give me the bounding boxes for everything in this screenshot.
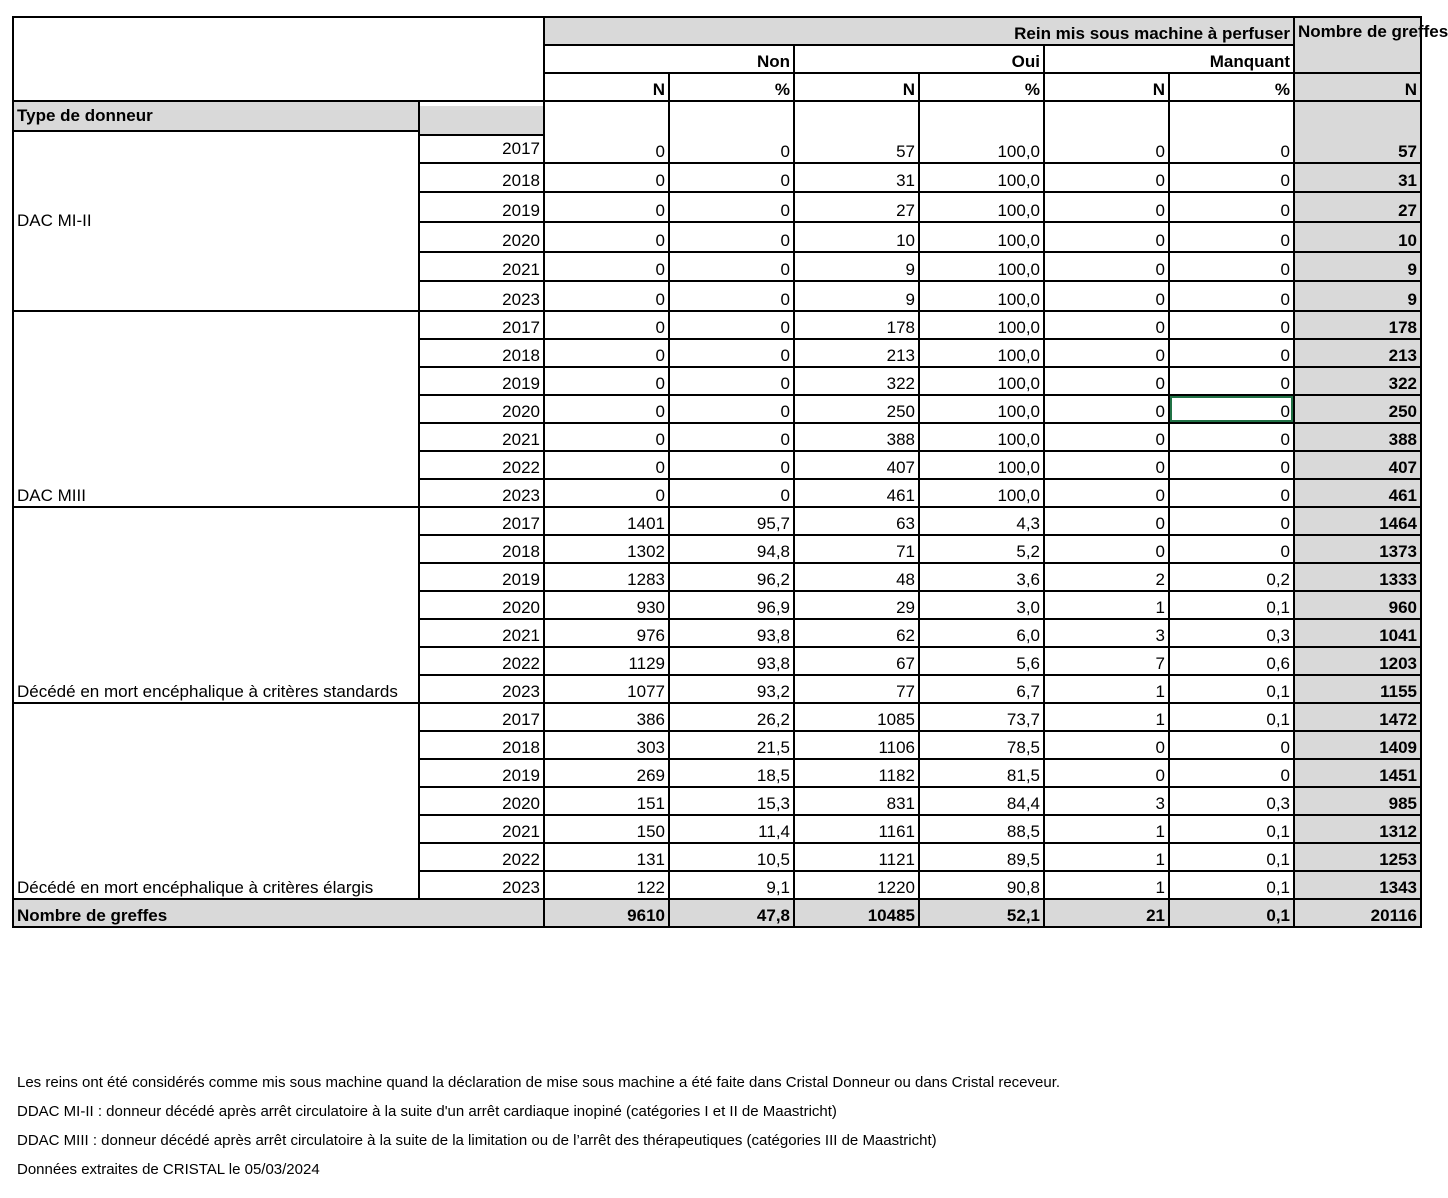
oui-pct-cell: 100,0 — [919, 281, 1044, 311]
oui-pct-cell: 73,7 — [919, 703, 1044, 731]
man-pct-cell: 0 — [1169, 163, 1294, 193]
year-cell: 2022 — [419, 451, 544, 479]
oui-n-cell: 9 — [794, 281, 919, 311]
oui-pct-cell: 100,0 — [919, 339, 1044, 367]
total-cell: 985 — [1294, 787, 1421, 815]
oui-pct-cell: 4,3 — [919, 507, 1044, 535]
total-cell: 1041 — [1294, 619, 1421, 647]
non-pct-cell: 0 — [669, 479, 794, 507]
non-n-cell: 0 — [544, 339, 669, 367]
year-cell: 2020 — [419, 222, 544, 252]
total-cell: 1343 — [1294, 871, 1421, 899]
non-n-cell: 269 — [544, 759, 669, 787]
total-row — [13, 899, 1421, 927]
year-cell: 2021 — [419, 252, 544, 282]
man-pct-cell: 0 — [1169, 222, 1294, 252]
oui-n-cell: 322 — [794, 367, 919, 395]
footnote-data-source: Données extraites de CRISTAL le 05/03/2024 — [17, 1161, 320, 1178]
manquant-n-header: N — [1044, 73, 1169, 101]
donor-group-label: Décédé en mort encéphalique à critères standards — [13, 507, 419, 703]
non-pct-cell: 0 — [669, 101, 794, 163]
oui-pct-cell: 100,0 — [919, 252, 1044, 282]
total-man-pct-cell: 0,1 — [1169, 899, 1294, 927]
man-pct-cell: 0,1 — [1169, 815, 1294, 843]
oui-pct-cell: 88,5 — [919, 815, 1044, 843]
year-cell: 2022 — [419, 647, 544, 675]
man-pct-cell: 0,3 — [1169, 619, 1294, 647]
non-pct-cell: 21,5 — [669, 731, 794, 759]
total-non-pct-cell: 47,8 — [669, 899, 794, 927]
non-pct-cell: 0 — [669, 192, 794, 222]
non-pct-cell: 0 — [669, 311, 794, 339]
man-n-cell: 1 — [1044, 591, 1169, 619]
man-n-cell: 0 — [1044, 423, 1169, 451]
year-cell: 2020 — [419, 591, 544, 619]
non-subheader: Non — [544, 45, 794, 73]
total-cell: 407 — [1294, 451, 1421, 479]
machine-group-header: Rein mis sous machine à perfuser — [544, 17, 1294, 45]
non-pct-header: % — [669, 73, 794, 101]
year-cell: 2023 — [419, 479, 544, 507]
man-pct-cell: 0,1 — [1169, 675, 1294, 703]
non-n-cell: 0 — [544, 451, 669, 479]
oui-n-cell: 31 — [794, 163, 919, 193]
man-n-cell: 7 — [1044, 647, 1169, 675]
non-n-cell: 0 — [544, 252, 669, 282]
oui-pct-cell: 100,0 — [919, 451, 1044, 479]
oui-n-cell: 178 — [794, 311, 919, 339]
total-cell: 1155 — [1294, 675, 1421, 703]
total-man-n-cell: 21 — [1044, 899, 1169, 927]
non-pct-cell: 0 — [669, 367, 794, 395]
oui-n-cell: 62 — [794, 619, 919, 647]
man-pct-cell: 0 — [1169, 479, 1294, 507]
man-n-cell: 1 — [1044, 843, 1169, 871]
man-n-cell: 0 — [1044, 507, 1169, 535]
man-n-cell: 0 — [1044, 163, 1169, 193]
year-cell: 2023 — [419, 871, 544, 899]
non-n-cell: 0 — [544, 423, 669, 451]
year-cell: 2019 — [419, 192, 544, 222]
non-pct-cell: 18,5 — [669, 759, 794, 787]
man-pct-cell: 0 — [1169, 507, 1294, 535]
oui-pct-cell: 5,6 — [919, 647, 1044, 675]
non-n-cell: 150 — [544, 815, 669, 843]
man-pct-cell: 0 — [1169, 192, 1294, 222]
non-n-cell: 303 — [544, 731, 669, 759]
non-pct-cell: 11,4 — [669, 815, 794, 843]
man-n-cell: 0 — [1044, 192, 1169, 222]
oui-pct-cell: 100,0 — [919, 395, 1044, 423]
oui-n-cell: 1085 — [794, 703, 919, 731]
man-pct-cell: 0 — [1169, 395, 1294, 423]
total-cell: 9 — [1294, 252, 1421, 282]
non-n-cell: 131 — [544, 843, 669, 871]
table-row — [13, 507, 1421, 535]
non-pct-cell: 0 — [669, 395, 794, 423]
total-non-n-cell: 9610 — [544, 899, 669, 927]
man-pct-cell: 0 — [1169, 252, 1294, 282]
total-cell: 1373 — [1294, 535, 1421, 563]
man-n-cell: 0 — [1044, 731, 1169, 759]
year-cell: 2023 — [419, 281, 544, 311]
non-n-cell: 0 — [544, 222, 669, 252]
man-pct-cell: 0 — [1169, 731, 1294, 759]
non-pct-cell: 96,2 — [669, 563, 794, 591]
non-n-cell: 930 — [544, 591, 669, 619]
oui-n-cell: 1182 — [794, 759, 919, 787]
total-cell: 1409 — [1294, 731, 1421, 759]
donor-group-label: DAC MIII — [13, 311, 419, 507]
man-n-cell: 1 — [1044, 675, 1169, 703]
header-row-1 — [13, 17, 1421, 45]
total-row-label: Nombre de greffes — [13, 899, 544, 927]
donor-group-label: Décédé en mort encéphalique à critères élargis — [13, 703, 419, 899]
oui-n-cell: 71 — [794, 535, 919, 563]
non-n-cell: 0 — [544, 281, 669, 311]
total-cell: 31 — [1294, 163, 1421, 193]
total-cell: 27 — [1294, 192, 1421, 222]
donor-group-label: DAC MI-II — [17, 211, 92, 230]
oui-pct-cell: 3,6 — [919, 563, 1044, 591]
total-n-header: N — [1294, 73, 1421, 101]
total-cell: 178 — [1294, 311, 1421, 339]
oui-n-cell: 388 — [794, 423, 919, 451]
oui-pct-cell: 90,8 — [919, 871, 1044, 899]
year-cell: 2020 — [419, 395, 544, 423]
year-cell: 2017 — [419, 703, 544, 731]
non-n-cell: 0 — [544, 101, 669, 163]
non-n-cell: 1401 — [544, 507, 669, 535]
non-pct-cell: 0 — [669, 339, 794, 367]
total-cell: 250 — [1294, 395, 1421, 423]
oui-n-cell: 67 — [794, 647, 919, 675]
man-pct-cell: 0 — [1169, 339, 1294, 367]
manquant-pct-header: % — [1169, 73, 1294, 101]
total-cell: 10 — [1294, 222, 1421, 252]
oui-n-cell: 213 — [794, 339, 919, 367]
non-n-cell: 122 — [544, 871, 669, 899]
non-n-cell: 0 — [544, 192, 669, 222]
man-n-cell: 3 — [1044, 619, 1169, 647]
non-pct-cell: 15,3 — [669, 787, 794, 815]
oui-pct-cell: 100,0 — [919, 479, 1044, 507]
total-cell: 1312 — [1294, 815, 1421, 843]
year-cell: 2018 — [419, 535, 544, 563]
man-pct-cell: 0,1 — [1169, 591, 1294, 619]
oui-subheader: Oui — [794, 45, 1044, 73]
non-n-cell: 0 — [544, 163, 669, 193]
oui-pct-cell: 100,0 — [919, 163, 1044, 193]
oui-pct-cell: 78,5 — [919, 731, 1044, 759]
man-pct-cell: 0 — [1169, 759, 1294, 787]
oui-n-cell: 1220 — [794, 871, 919, 899]
oui-n-cell: 29 — [794, 591, 919, 619]
man-n-cell: 0 — [1044, 535, 1169, 563]
non-pct-cell: 0 — [669, 423, 794, 451]
non-n-cell: 0 — [544, 367, 669, 395]
man-pct-cell: 0 — [1169, 367, 1294, 395]
year-cell: 2018 — [419, 163, 544, 193]
total-cell: 1203 — [1294, 647, 1421, 675]
oui-pct-cell: 5,2 — [919, 535, 1044, 563]
year-cell: 2018 — [419, 731, 544, 759]
non-n-cell: 0 — [544, 395, 669, 423]
man-n-cell: 0 — [1044, 252, 1169, 282]
man-pct-cell: 0,1 — [1169, 703, 1294, 731]
non-n-cell: 151 — [544, 787, 669, 815]
kidney-machine-perfusion-table — [12, 16, 1448, 928]
non-pct-cell: 94,8 — [669, 535, 794, 563]
man-pct-cell: 0,2 — [1169, 563, 1294, 591]
man-pct-cell: 0,3 — [1169, 787, 1294, 815]
oui-n-cell: 27 — [794, 192, 919, 222]
nombre-greffes-header: Nombre de greffes — [1294, 17, 1421, 73]
oui-n-cell: 1106 — [794, 731, 919, 759]
total-cell: 461 — [1294, 479, 1421, 507]
non-pct-cell: 10,5 — [669, 843, 794, 871]
oui-pct-cell: 100,0 — [919, 222, 1044, 252]
year-cell: 2023 — [419, 675, 544, 703]
man-n-cell: 3 — [1044, 787, 1169, 815]
man-n-cell: 0 — [1044, 339, 1169, 367]
oui-n-cell: 1161 — [794, 815, 919, 843]
man-n-cell: 0 — [1044, 101, 1169, 163]
table-body — [13, 17, 1448, 927]
year-cell: 2020 — [419, 787, 544, 815]
oui-n-cell: 461 — [794, 479, 919, 507]
man-pct-cell: 0 — [1169, 311, 1294, 339]
total-cell: 1333 — [1294, 563, 1421, 591]
oui-pct-cell: 89,5 — [919, 843, 1044, 871]
man-n-cell: 1 — [1044, 703, 1169, 731]
man-pct-cell: 0 — [1169, 451, 1294, 479]
man-n-cell: 0 — [1044, 451, 1169, 479]
total-cell: 9 — [1294, 281, 1421, 311]
non-pct-cell: 26,2 — [669, 703, 794, 731]
year-cell: 2018 — [419, 339, 544, 367]
non-n-header: N — [544, 73, 669, 101]
non-pct-cell: 0 — [669, 252, 794, 282]
year-cell: 2019 — [419, 563, 544, 591]
year-cell: 2021 — [419, 423, 544, 451]
oui-pct-cell: 100,0 — [919, 367, 1044, 395]
year-cell: 2019 — [419, 367, 544, 395]
year-cell: 2017 — [419, 507, 544, 535]
oui-n-header: N — [794, 73, 919, 101]
non-pct-cell: 0 — [669, 451, 794, 479]
man-n-cell: 0 — [1044, 759, 1169, 787]
oui-n-cell: 407 — [794, 451, 919, 479]
man-pct-cell: 0,1 — [1169, 843, 1294, 871]
table-row — [13, 101, 1421, 163]
non-pct-cell: 0 — [669, 222, 794, 252]
man-pct-cell: 0,1 — [1169, 871, 1294, 899]
oui-pct-cell: 6,7 — [919, 675, 1044, 703]
oui-pct-cell: 6,0 — [919, 619, 1044, 647]
man-n-cell: 1 — [1044, 871, 1169, 899]
man-pct-cell: 0 — [1169, 535, 1294, 563]
oui-pct-cell: 100,0 — [919, 192, 1044, 222]
total-cell: 388 — [1294, 423, 1421, 451]
non-n-cell: 0 — [544, 311, 669, 339]
year-cell — [419, 101, 544, 163]
manquant-subheader: Manquant — [1044, 45, 1294, 73]
year-cell: 2017 — [419, 311, 544, 339]
non-n-cell: 386 — [544, 703, 669, 731]
footnote-ddac-mi-ii: DDAC MI-II : donneur décédé après arrêt circulatoire à la suite d'un arrêt cardiaque inopiné (catégories I et II de Maastricht) — [17, 1103, 837, 1120]
total-cell: 960 — [1294, 591, 1421, 619]
oui-pct-cell: 100,0 — [919, 101, 1044, 163]
man-n-cell: 1 — [1044, 815, 1169, 843]
man-n-cell: 2 — [1044, 563, 1169, 591]
non-n-cell: 0 — [544, 479, 669, 507]
oui-pct-cell: 84,4 — [919, 787, 1044, 815]
oui-pct-cell: 100,0 — [919, 423, 1044, 451]
year-cell: 2022 — [419, 843, 544, 871]
man-n-cell: 0 — [1044, 395, 1169, 423]
year-cell: 2021 — [419, 619, 544, 647]
non-pct-cell: 0 — [669, 281, 794, 311]
oui-n-cell: 63 — [794, 507, 919, 535]
non-n-cell: 1302 — [544, 535, 669, 563]
footnotes — [17, 1068, 1060, 1184]
total-cell: 1472 — [1294, 703, 1421, 731]
total-cell: 213 — [1294, 339, 1421, 367]
oui-pct-cell: 81,5 — [919, 759, 1044, 787]
man-n-cell: 0 — [1044, 479, 1169, 507]
year-cell: 2019 — [419, 759, 544, 787]
footnote-ddac-miii: DDAC MIII : donneur décédé après arrêt circulatoire à la suite de la limitation ou de l’arrêt des thérapeutiques (catégories III de Maastricht) — [17, 1132, 937, 1149]
oui-n-cell: 48 — [794, 563, 919, 591]
non-n-cell: 1129 — [544, 647, 669, 675]
type-donneur-blank-header — [420, 106, 543, 136]
non-pct-cell: 9,1 — [669, 871, 794, 899]
total-cell: 322 — [1294, 367, 1421, 395]
man-pct-cell: 0 — [1169, 281, 1294, 311]
oui-pct-header: % — [919, 73, 1044, 101]
total-cell: 1253 — [1294, 843, 1421, 871]
man-n-cell: 0 — [1044, 311, 1169, 339]
oui-pct-cell: 100,0 — [919, 311, 1044, 339]
non-n-cell: 1077 — [544, 675, 669, 703]
non-n-cell: 976 — [544, 619, 669, 647]
man-n-cell: 0 — [1044, 281, 1169, 311]
table-row — [13, 703, 1421, 731]
type-donneur-header: Type de donneur — [14, 102, 418, 132]
total-oui-n-cell: 10485 — [794, 899, 919, 927]
man-n-cell: 0 — [1044, 367, 1169, 395]
total-oui-pct-cell: 52,1 — [919, 899, 1044, 927]
non-pct-cell: 0 — [669, 163, 794, 193]
oui-n-cell: 9 — [794, 252, 919, 282]
oui-n-cell: 1121 — [794, 843, 919, 871]
year-cell: 2021 — [419, 815, 544, 843]
total-cell: 57 — [1294, 101, 1421, 163]
man-pct-cell: 0 — [1169, 101, 1294, 163]
grand-total-cell: 20116 — [1294, 899, 1421, 927]
non-pct-cell: 96,9 — [669, 591, 794, 619]
footnote-machine-definition: Les reins ont été considérés comme mis sous machine quand la déclaration de mise sous machine a été faite dans Cristal Donneur ou dans Cristal receveur. — [17, 1074, 1061, 1091]
oui-n-cell: 250 — [794, 395, 919, 423]
table-row — [13, 311, 1421, 339]
oui-n-cell: 57 — [794, 101, 919, 163]
oui-n-cell: 831 — [794, 787, 919, 815]
oui-pct-cell: 3,0 — [919, 591, 1044, 619]
total-cell: 1464 — [1294, 507, 1421, 535]
non-pct-cell: 93,8 — [669, 647, 794, 675]
total-cell: 1451 — [1294, 759, 1421, 787]
non-n-cell: 1283 — [544, 563, 669, 591]
man-pct-cell: 0 — [1169, 423, 1294, 451]
non-pct-cell: 95,7 — [669, 507, 794, 535]
non-pct-cell: 93,8 — [669, 619, 794, 647]
non-pct-cell: 93,2 — [669, 675, 794, 703]
oui-n-cell: 77 — [794, 675, 919, 703]
oui-n-cell: 10 — [794, 222, 919, 252]
man-pct-cell: 0,6 — [1169, 647, 1294, 675]
man-n-cell: 0 — [1044, 222, 1169, 252]
year-value: 2017 — [502, 138, 540, 158]
donor-type-cell — [13, 101, 419, 311]
header-corner-cell — [13, 17, 544, 101]
